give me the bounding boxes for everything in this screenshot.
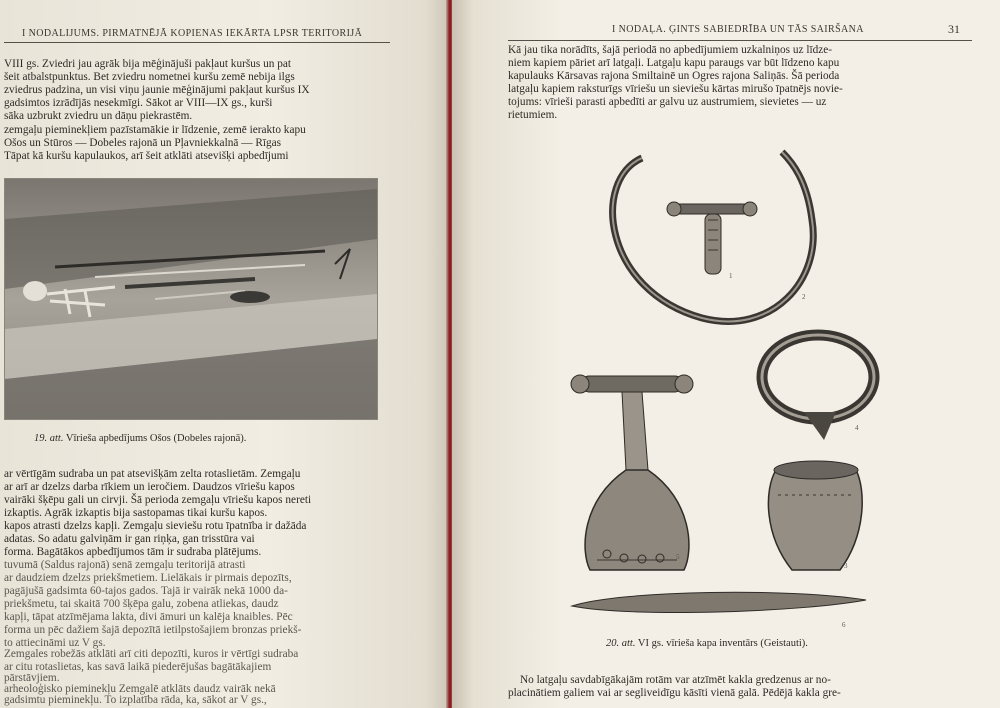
text-line: sāka uzbrukt zviedru un dāņu piekrastēm. bbox=[4, 110, 193, 122]
text-line: Zemgales robežās atklāti arī citi depozīti, kuros ir vērtīgi sudraba bbox=[4, 648, 299, 660]
figure-label-1: 1 bbox=[729, 272, 733, 280]
iron-blade-drawing bbox=[572, 592, 866, 612]
grave-inventory-figure bbox=[452, 140, 1000, 620]
text-line: rietumiem. bbox=[508, 109, 558, 121]
figure-label-5: 5 bbox=[676, 553, 680, 561]
text-line: gadsimtu pieminekļu. To izplatība rāda, ka, sākot ar V gs., bbox=[4, 694, 267, 706]
text-line: forma un pēc dažiem šajā depozītā ietilpstošajiem bronzas priekš- bbox=[4, 624, 302, 636]
text-line: kapos atrasti dzelzs kapļi. Zemgaļu sieviešu rotu īpatnība ir dažāda bbox=[4, 520, 307, 532]
text-line: Ošos un Stūros — Dobeles rajonā un Pļavniekkalnā — Rīgas bbox=[4, 137, 282, 149]
text-line: forma. Bagātākos apbedījumos tām ir sudraba plātējums. bbox=[4, 546, 262, 558]
right-running-head: I NODAĻA. ĢINTS SABIEDRĪBA UN TĀS SAIRŠANA bbox=[612, 24, 864, 35]
figure-label-6: 6 bbox=[842, 621, 846, 629]
left-page bbox=[0, 0, 448, 708]
right-header-rule bbox=[508, 40, 972, 41]
text-line: izkaptis. Agrāk izkaptis bija sastopamas tikai kuršu kapos. bbox=[4, 507, 268, 519]
photo-caption bbox=[34, 433, 246, 444]
figure-label-3: 3 bbox=[844, 562, 848, 570]
right-page bbox=[452, 0, 1000, 708]
burial-photo-illustration bbox=[5, 179, 377, 419]
text-line: placinātiem galiem vai ar segliveidīgu kāsīti vienā galā. Pēdējā kakla gre- bbox=[508, 687, 841, 699]
text-line: ar daudziem dzelzs priekšmetiem. Lielākais ir pirmais depozīts, bbox=[4, 572, 292, 584]
left-running-head: I NODALIJUMS. PIRMATNĒJĀ KOPIENAS IEKĀRTA LPSR TERITORIJĀ bbox=[22, 28, 363, 39]
text-line: zviedrus padzina, un visi viņu jaunie mēģinājumi pakļaut kuršus IX bbox=[4, 84, 310, 96]
text-line: kapulauks Kārsavas rajona Smiltainē un Ogres rajona Saliņās. Šā perioda bbox=[508, 70, 840, 82]
text-line: arheoloģisko pieminekļu Zemgalē atklāts daudz vairāk nekā bbox=[4, 683, 276, 695]
text-line: latgaļu kapiem raksturīgs vīriešu un sieviešu kārtas mirušo īpatnējs novie- bbox=[508, 83, 843, 95]
text-line: tuvumā (Saldus rajonā) senā zemgaļu teritorijā atrasti bbox=[4, 559, 246, 571]
text-line: Kā jau tika norādīts, šajā periodā no apbedījumiem uzkalniņos uz līdze- bbox=[508, 44, 833, 56]
text-line: ar vērtīgām sudraba un pat atsevišķām zelta rotaslietām. Zemgaļu bbox=[4, 468, 301, 480]
left-header-rule bbox=[4, 42, 390, 43]
text-line: pārstāvjiem. bbox=[4, 672, 60, 684]
text-line: kapļi, tāpat atzīmējama lakta, divi āmuri un kalēja knaibles. Pēc bbox=[4, 611, 293, 623]
text-line: ar arī ar dzelzs darba rīkiem un ieročiem. Daudzos vīriešu kapos bbox=[4, 481, 295, 493]
small-brooch-drawing bbox=[667, 202, 757, 274]
text-line: priekšmetu, tai skaitā 700 šķēpa galu, zobena atliekas, daudz bbox=[4, 598, 279, 610]
text-line: gadsimtos izrādījās nesekmīgi. Sākot ar VIII—IX gs., kurši bbox=[4, 97, 273, 109]
text-line: niem kapiem pāriet arī latgaļi. Latgaļu kapu paraugs var būt līdzeno kapu bbox=[508, 57, 840, 69]
text-line: pagājušā gadsimta 60-tajos gados. Tajā ir vairāk nekā 1000 da- bbox=[4, 585, 288, 597]
text-line: zemgaļu pieminekļiem pazīstamākie ir līdzenie, zemē ierakto kapu bbox=[4, 124, 306, 136]
text-line: to attiecināmi uz V gs. bbox=[4, 637, 106, 649]
text-line: VIII gs. Zviedri jau agrāk bija mēģinājuši pakļaut kuršus un pat bbox=[4, 58, 292, 70]
figure-caption bbox=[606, 638, 808, 649]
figure-label-2: 2 bbox=[802, 293, 806, 301]
crossbow-brooch-drawing bbox=[571, 375, 693, 570]
text-line: tojums: vīrieši parasti apbedīti ar galvu uz austrumiem, sievietes — uz bbox=[508, 96, 827, 108]
figure-label-4: 4 bbox=[855, 424, 859, 432]
page-number: 31 bbox=[948, 22, 960, 36]
photo-caption-text: Vīrieša apbedījums Ošos (Dobeles rajonā). bbox=[65, 433, 247, 444]
figure-caption-number: 20. att. bbox=[606, 638, 636, 649]
clay-pot-drawing bbox=[768, 461, 862, 570]
text-line: Tāpat kā kuršu kapulaukos, arī šeit atklāti atsevišķi apbedījumi bbox=[4, 150, 289, 162]
text-line: šeit atbalstpunktus. Bet zviedru nometnei kuršu zemē nebija ilgs bbox=[4, 71, 295, 83]
figure-caption-text: VI gs. vīrieša kapa inventārs (Geistauti). bbox=[637, 638, 808, 649]
burial-photo bbox=[4, 178, 378, 420]
text-line: vairāki šķēpu gali un cirvji. Šā perioda zemgaļu vīriešu kapos nereti bbox=[4, 494, 312, 506]
photo-caption-number: 19. att. bbox=[34, 433, 64, 444]
text-line: adatas. So adatu galviņām ir gan riņķa, gan trisstūra vai bbox=[4, 533, 255, 545]
text-line: ar citu rotaslietas, kas savā laikā piederējušas bagātākajiem bbox=[4, 661, 272, 673]
text-line: No latgaļu savdabīgākajām rotām var atzīmēt kakla gredzenus ar no- bbox=[520, 674, 831, 686]
